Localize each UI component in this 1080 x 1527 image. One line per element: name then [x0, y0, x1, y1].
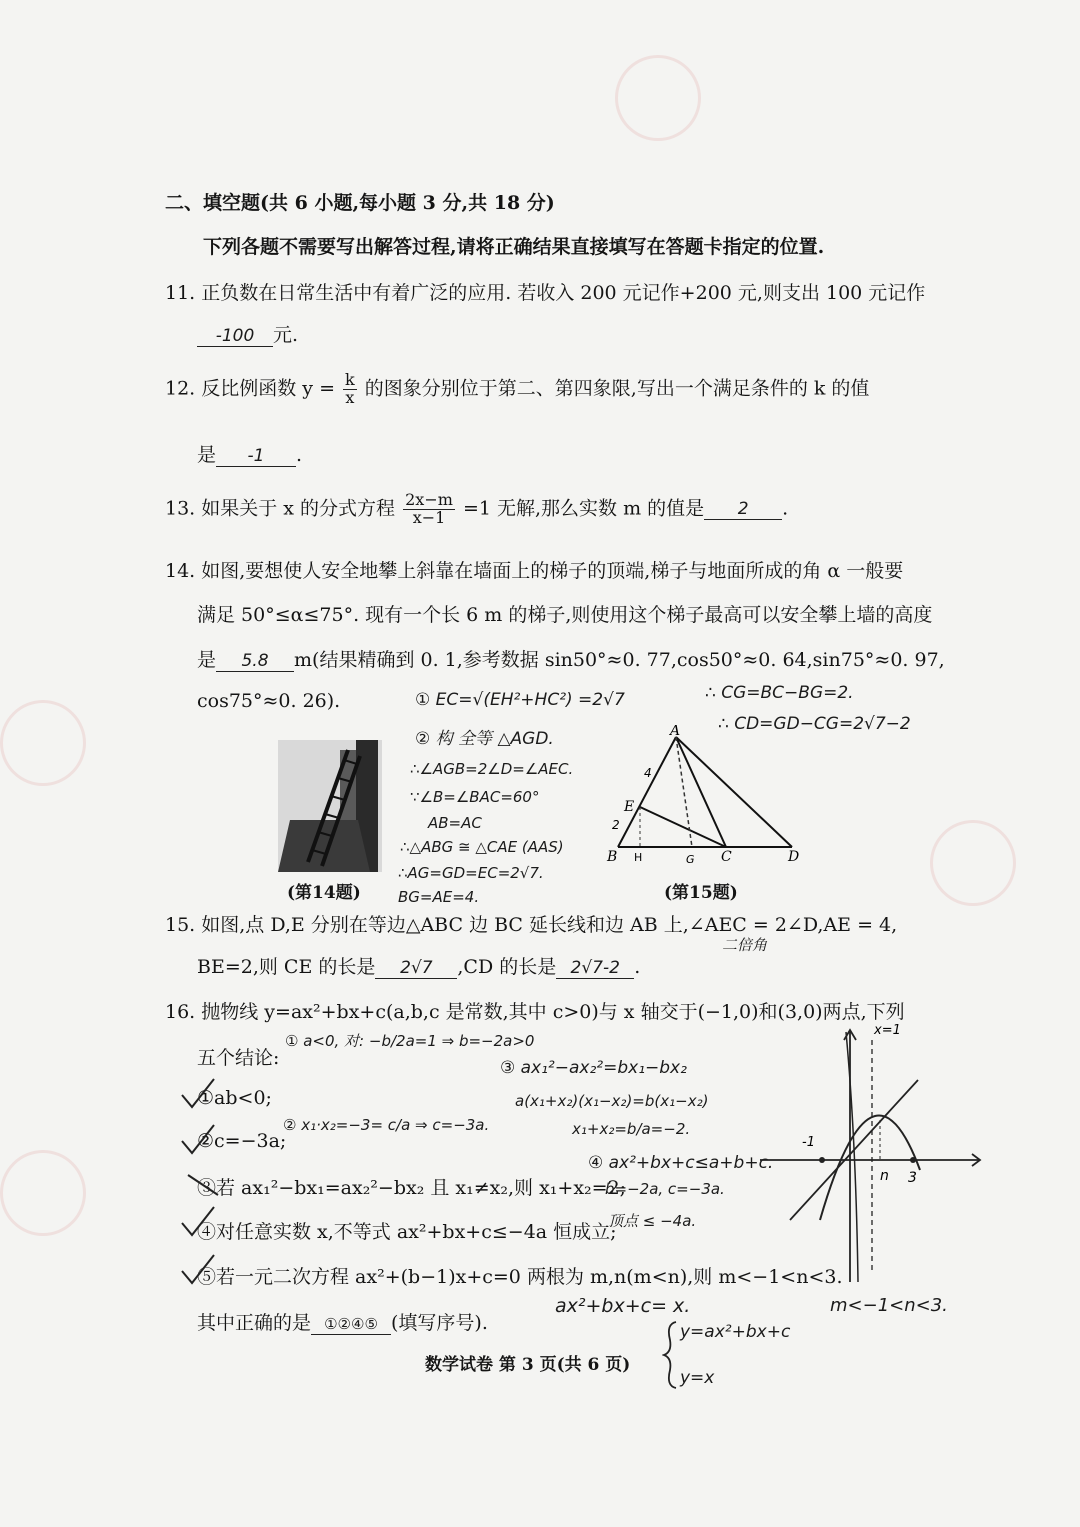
fig15-label-b: B — [607, 849, 618, 865]
q13-text — [165, 492, 788, 527]
q12-line2-prefix: 是 — [197, 444, 217, 466]
q15-answer1: 2√7 — [400, 958, 433, 978]
hw-label-x1: x=1 — [874, 1023, 901, 1038]
figure-15-caption: (第15题) — [664, 883, 738, 903]
q13-rest: =1 无解,那么实数 m 的值是 — [462, 497, 705, 520]
q12-prefix: 12. 反比例函数 y = — [165, 377, 335, 400]
hw-note: ∴∠AGB=2∠D=∠AEC. — [410, 760, 574, 778]
hw-note: x₁+x₂=b/a=−2. — [572, 1120, 691, 1138]
hw-note: ② x₁·x₂=−3= c/a ⇒ c=−3a. — [283, 1116, 490, 1134]
hw-note: ④ ax²+bx+c≤a+b+c. — [588, 1153, 774, 1173]
q16-line1: 16. 抛物线 y=ax²+bx+c(a,b,c 是常数,其中 c>0)与 x 轴交于(−1,0)和(3,0)两点,下列 — [165, 1001, 905, 1023]
hw-note: y=x — [680, 1368, 715, 1388]
q13-frac-num: 2x−m — [405, 490, 453, 509]
q15-line2 — [197, 952, 640, 979]
q14-line1: 14. 如图,要想使人安全地攀上斜靠在墙面上的梯子的顶端,梯子与地面所成的角 α 一般要 — [165, 560, 904, 582]
fig15-label-d: D — [788, 849, 800, 865]
q12-frac-den: x — [345, 387, 355, 407]
hw-note: ① EC=√(EH²+HC²) =2√7 — [415, 690, 625, 710]
fig15-label-e: E — [624, 799, 635, 815]
hw-note: m<−1<n<3. — [830, 1295, 948, 1316]
q14-answer: 5.8 — [241, 651, 269, 671]
q14-line3-prefix: 是 — [197, 649, 217, 671]
hw-note: 顶点 ≤ −4a. — [608, 1212, 697, 1230]
q13-fraction — [403, 492, 455, 527]
q13-suffix: . — [782, 497, 789, 520]
q13-prefix: 13. 如果关于 x 的分式方程 — [165, 497, 396, 520]
q14-line2: 满足 50°≤α≤75°. 现有一个长 6 m 的梯子,则使用这个梯子最高可以安全攀上墙的高度 — [197, 604, 933, 626]
fig15-label-h: H — [634, 851, 643, 864]
q14-line3 — [197, 645, 945, 672]
q12-answer-line — [197, 440, 302, 467]
hw-brace — [662, 1320, 680, 1390]
hw-label-3: 3 — [908, 1170, 917, 1186]
fig15-label-4: 4 — [644, 766, 652, 780]
fig15-label-g: G — [686, 853, 695, 866]
q16-option-2: ②c=−3a; — [197, 1130, 287, 1152]
q15-line2-suffix: . — [634, 956, 641, 978]
q12-fraction — [343, 372, 357, 407]
q12-frac-num: k — [345, 370, 355, 389]
q15-line1: 15. 如图,点 D,E 分别在等边△ABC 边 BC 延长线和边 AB 上,∠AEC = 2∠D,AE = 4, — [165, 914, 898, 936]
figure-14-caption: (第14题) — [287, 883, 361, 903]
section-instruction: 下列各题不需要写出解答过程,请将正确结果直接填写在答题卡指定的位置. — [203, 236, 825, 258]
q15-answer2: 2√7-2 — [570, 958, 620, 978]
q11-suffix: 元. — [273, 324, 299, 346]
q14-line4: cos75°≈0. 26). — [197, 690, 341, 712]
q12-text — [165, 372, 869, 407]
page-footer: 数学试卷 第 3 页(共 6 页) — [425, 1355, 631, 1375]
q16-final-suffix: (填写序号). — [391, 1312, 488, 1334]
q13-answer: 2 — [737, 499, 749, 520]
q16-final — [197, 1308, 488, 1335]
hw-note: ② 构 全等 △AGD. — [415, 729, 554, 749]
hw-note: 二倍角 — [722, 936, 768, 954]
hw-note: ∴AG=GD=EC=2√7. — [398, 864, 544, 882]
q12-answer: -1 — [247, 446, 265, 466]
q16-option-5: ⑤若一元二次方程 ax²+(b−1)x+c=0 两根为 m,n(m<n),则 m<−1<n<3. — [197, 1266, 843, 1288]
hw-note: b=−2a, c=−3a. — [605, 1180, 725, 1198]
hw-note: ∴△ABG ≅ △CAE (AAS) — [400, 838, 564, 856]
q16-answer: ①②④⑤ — [324, 1315, 378, 1333]
watermark-logo — [930, 820, 1016, 906]
watermark-logo — [0, 1150, 86, 1236]
q16-option-1: ①ab<0; — [197, 1087, 272, 1109]
watermark-logo — [615, 55, 701, 141]
q12-rest: 的图象分别位于第二、第四象限,写出一个满足条件的 k 的值 — [364, 377, 870, 400]
hw-label-n: n — [880, 1168, 889, 1184]
q13-frac-den: x−1 — [412, 507, 446, 527]
q16-option-3: ③若 ax₁²−bx₁=ax₂²−bx₂ 且 x₁≠x₂,则 x₁+x₂=2; — [197, 1177, 627, 1199]
figure-15-triangle — [600, 725, 810, 870]
q16-final-prefix: 其中正确的是 — [197, 1312, 312, 1334]
hw-note: ∴ CG=BC−BG=2. — [705, 683, 854, 703]
q15-line2-prefix: BE=2,则 CE 的长是 — [197, 956, 376, 978]
q11-text: 11. 正负数在日常生活中有着广泛的应用. 若收入 200 元记作+200 元,则支出 100 元记作 — [165, 282, 926, 304]
q14-line3-rest: m(结果精确到 0. 1,参考数据 sin50°≈0. 77,cos50°≈0. 64,sin75°≈0. 97, — [294, 649, 945, 671]
hw-note: BG=AE=4. — [398, 888, 480, 906]
hw-note: AB=AC — [428, 814, 482, 832]
q16-line2: 五个结论: — [197, 1047, 280, 1069]
q12-line2-suffix: . — [296, 444, 303, 466]
hw-note: a(x₁+x₂)(x₁−x₂)=b(x₁−x₂) — [515, 1092, 709, 1110]
hw-note: ∵∠B=∠BAC=60° — [410, 788, 540, 806]
q11-answer: -100 — [215, 326, 255, 346]
hw-note: ③ ax₁²−ax₂²=bx₁−bx₂ — [500, 1058, 687, 1078]
q11-answer-line — [197, 320, 298, 347]
fig15-label-a: A — [670, 725, 681, 739]
fig15-label-c: C — [721, 849, 732, 865]
fig15-label-2: 2 — [612, 818, 620, 832]
hw-note: ∴ CD=GD−CG=2√7−2 — [718, 714, 911, 734]
hw-parabola-sketch — [760, 1020, 985, 1290]
q16-option-4: ④对任意实数 x,不等式 ax²+bx+c≤−4a 恒成立; — [197, 1221, 617, 1243]
hw-label-m1: -1 — [802, 1135, 815, 1150]
figure-14-ladder-image — [278, 740, 382, 872]
watermark-logo — [0, 700, 86, 786]
check-marks — [178, 1075, 228, 1305]
q15-line2-mid: ,CD 的长是 — [457, 956, 557, 978]
hw-note: y=ax²+bx+c — [680, 1322, 791, 1342]
section-heading: 二、填空题(共 6 小题,每小题 3 分,共 18 分) — [165, 192, 555, 214]
hw-note: ax²+bx+c= x. — [555, 1295, 691, 1317]
hw-note: ① a<0, 对: −b/2a=1 ⇒ b=−2a>0 — [285, 1032, 535, 1050]
